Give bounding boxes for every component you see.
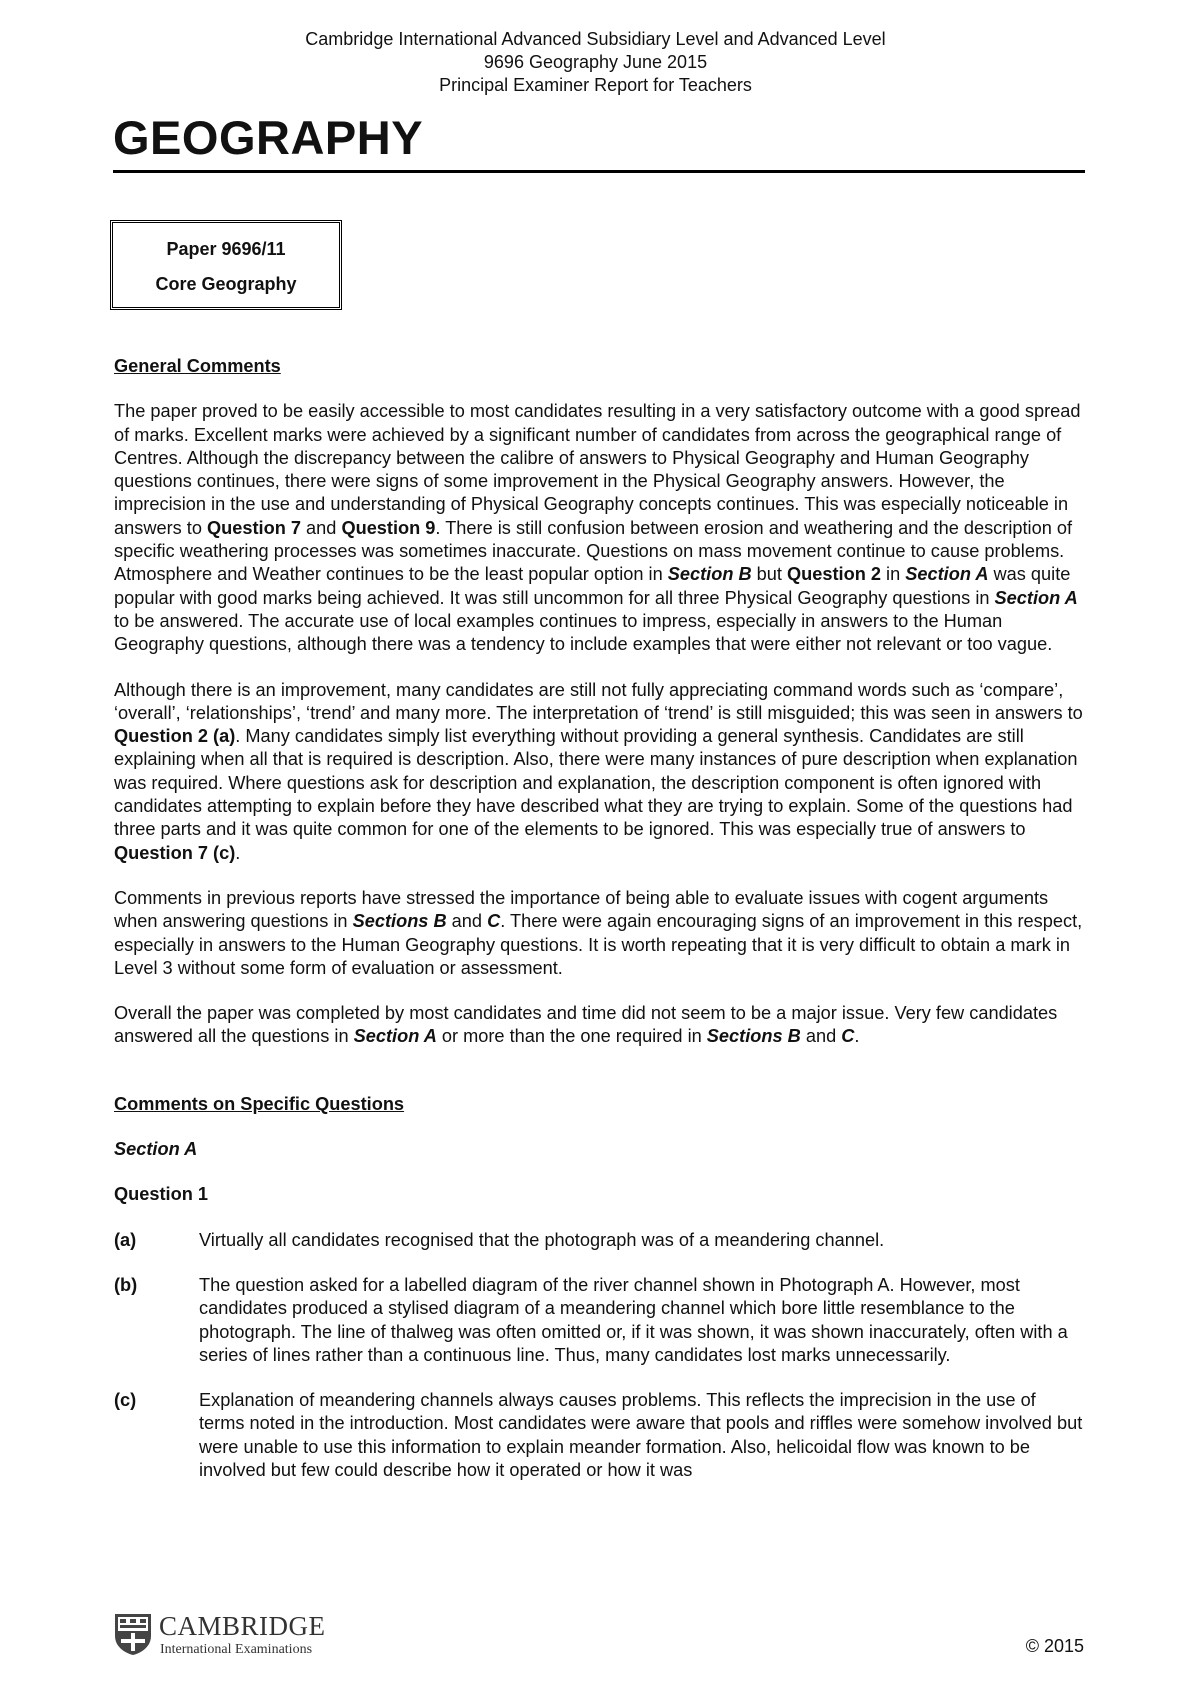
paper-number: Paper 9696/11 [166, 239, 286, 259]
copyright: © 2015 [1025, 1636, 1084, 1656]
text-run: or more than the one required in [436, 1026, 707, 1047]
question-ref: Question 7 (c) [114, 842, 236, 863]
section-ref: Sections B [352, 911, 447, 932]
text-run: . [854, 1026, 860, 1047]
specific-comments-heading: Comments on Specific Questions [114, 1093, 405, 1114]
text-run: to be answered. The accurate use of local examples continues to impress, especially in answers to the Human Geography questions, although there was a tendency to include examples that were either not relevant or too vague. [114, 610, 1053, 655]
text-run: and [800, 1026, 842, 1047]
cambridge-logo [113, 1610, 353, 1658]
header-line-1: Cambridge International Advanced Subsidiary Level and Advanced Level [305, 29, 886, 49]
report-body [114, 355, 1084, 1482]
section-ref: C [487, 911, 501, 932]
section-ref: Sections B [706, 1026, 801, 1047]
general-paragraph-1 [114, 400, 1084, 656]
page-header [0, 28, 1191, 97]
text-run: . [235, 842, 241, 863]
text-run: in [881, 564, 906, 585]
header-line-3: Principal Examiner Report for Teachers [439, 75, 752, 95]
question-1b-item [114, 1274, 1084, 1367]
question-ref: Question 2 (a) [114, 726, 236, 747]
text-run: . There were again encouraging signs of an improvement in this respect, especially in answers to the Human Geography questions. It is worth repeating that it is very difficult to obtain a mark in Level 3 without some form of evaluation or assessment. [114, 911, 1083, 978]
text-run: Overall the paper was completed by most candidates and time did not seem to be a major issue. Very few candidates answered all the questions in [114, 1003, 1058, 1047]
question-ref: Question 7 [207, 517, 301, 538]
paper-name: Core Geography [155, 274, 297, 294]
logo-subtitle: International Examinations [160, 1642, 313, 1657]
title-divider [113, 170, 1085, 173]
cambridge-crest-icon [113, 1612, 153, 1656]
question-1-heading: Question 1 [114, 1184, 208, 1205]
header-line-2: 9696 Geography June 2015 [483, 52, 708, 72]
text-run: was quite popular with good marks being achieved. It was still uncommon for all three Physical Geography questions in [114, 564, 1071, 608]
text-run: . There is still confusion between erosion and weathering and the description of specific weathering processes was sometimes inaccurate. Questions on mass movement continue to cause problems. Atmosphere and Weather continues to be the least popular option in [114, 517, 1073, 585]
general-paragraph-2 [114, 679, 1084, 865]
question-1c-item [114, 1389, 1084, 1482]
text-run: and [300, 517, 342, 538]
logo-wordmark: CAMBRIDGE [159, 1611, 326, 1641]
section-ref: C [841, 1026, 855, 1047]
general-paragraph-4 [114, 1002, 1084, 1049]
item-text: Explanation of meandering channels always causes problems. This reflects the imprecision in the use of terms noted in the introduction. Most candidates were aware that pools and riffles were somehow involved but were unable to use this information to explain meander formation. Also, helicoidal flow was known to be involved but few could describe how it operated or how it was [199, 1390, 1083, 1480]
item-label: (a) [114, 1229, 137, 1250]
text-run: . Many candidates simply list everything without providing a general synthesis. Candidates are still explaining when all that is required is description. Also, there were many instances of pure description when explanation was required. Where questions ask for description and explanation, the description component is often ignored with candidates attempting to explain before they have described what they are trying to explain. Some of the questions had three parts and it was quite common for one of the elements to be ignored. This was especially true of answers to [114, 726, 1078, 840]
text-run: Comments in previous reports have stressed the importance of being able to evaluate issues with cogent arguments when answering questions in [114, 887, 1049, 932]
text-run: The paper proved to be easily accessible to most candidates resulting in a very satisfactory outcome with a good spread of marks. Excellent marks were achieved by a significant number of candidates from across the geographical range of Centres. Although the discrepancy between the calibre of answers to Physical Geography and Human Geography questions continues, there were signs of some improvement in the Physical Geography answers. However, the imprecision in the use and understanding of Physical Geography concepts continues. This was especially noticeable in answers to [114, 401, 1081, 538]
item-text: Virtually all candidates recognised that the photograph was of a meandering channel. [199, 1229, 885, 1250]
item-label: (c) [114, 1390, 137, 1411]
question-ref: Question 2 [787, 564, 881, 585]
text-run: Although there is an improvement, many candidates are still not fully appreciating command words such as ‘compare’, ‘overall’, ‘relationships’, ‘trend’ and many more. The interpretation of ‘trend’ is still misguided; this was seen in answers to [114, 679, 1083, 723]
section-ref: Section A [994, 587, 1078, 608]
section-ref: Section A [353, 1026, 437, 1047]
question-1a-item [114, 1229, 1084, 1252]
text-run: and [446, 911, 488, 932]
item-label: (b) [114, 1274, 138, 1295]
general-comments-heading: General Comments [114, 356, 281, 376]
general-paragraph-3 [114, 887, 1084, 980]
item-text: The question asked for a labelled diagram of the river channel shown in Photograph A. However, most candidates produced a stylised diagram of a meandering channel which bore little resemblance to the photograph. The line of thalweg was often omitted or, if it was shown, it was shown inaccurately, often with a series of lines rather than a continuous line. Thus, many candidates lost marks unnecessarily. [199, 1274, 1068, 1365]
section-ref: Section B [667, 564, 752, 585]
section-a-heading: Section A [114, 1139, 198, 1160]
page-title: GEOGRAPHY [113, 111, 424, 164]
section-ref: Section A [905, 564, 989, 585]
question-ref: Question 9 [341, 517, 436, 538]
text-run: but [751, 564, 788, 585]
paper-box [110, 220, 342, 310]
